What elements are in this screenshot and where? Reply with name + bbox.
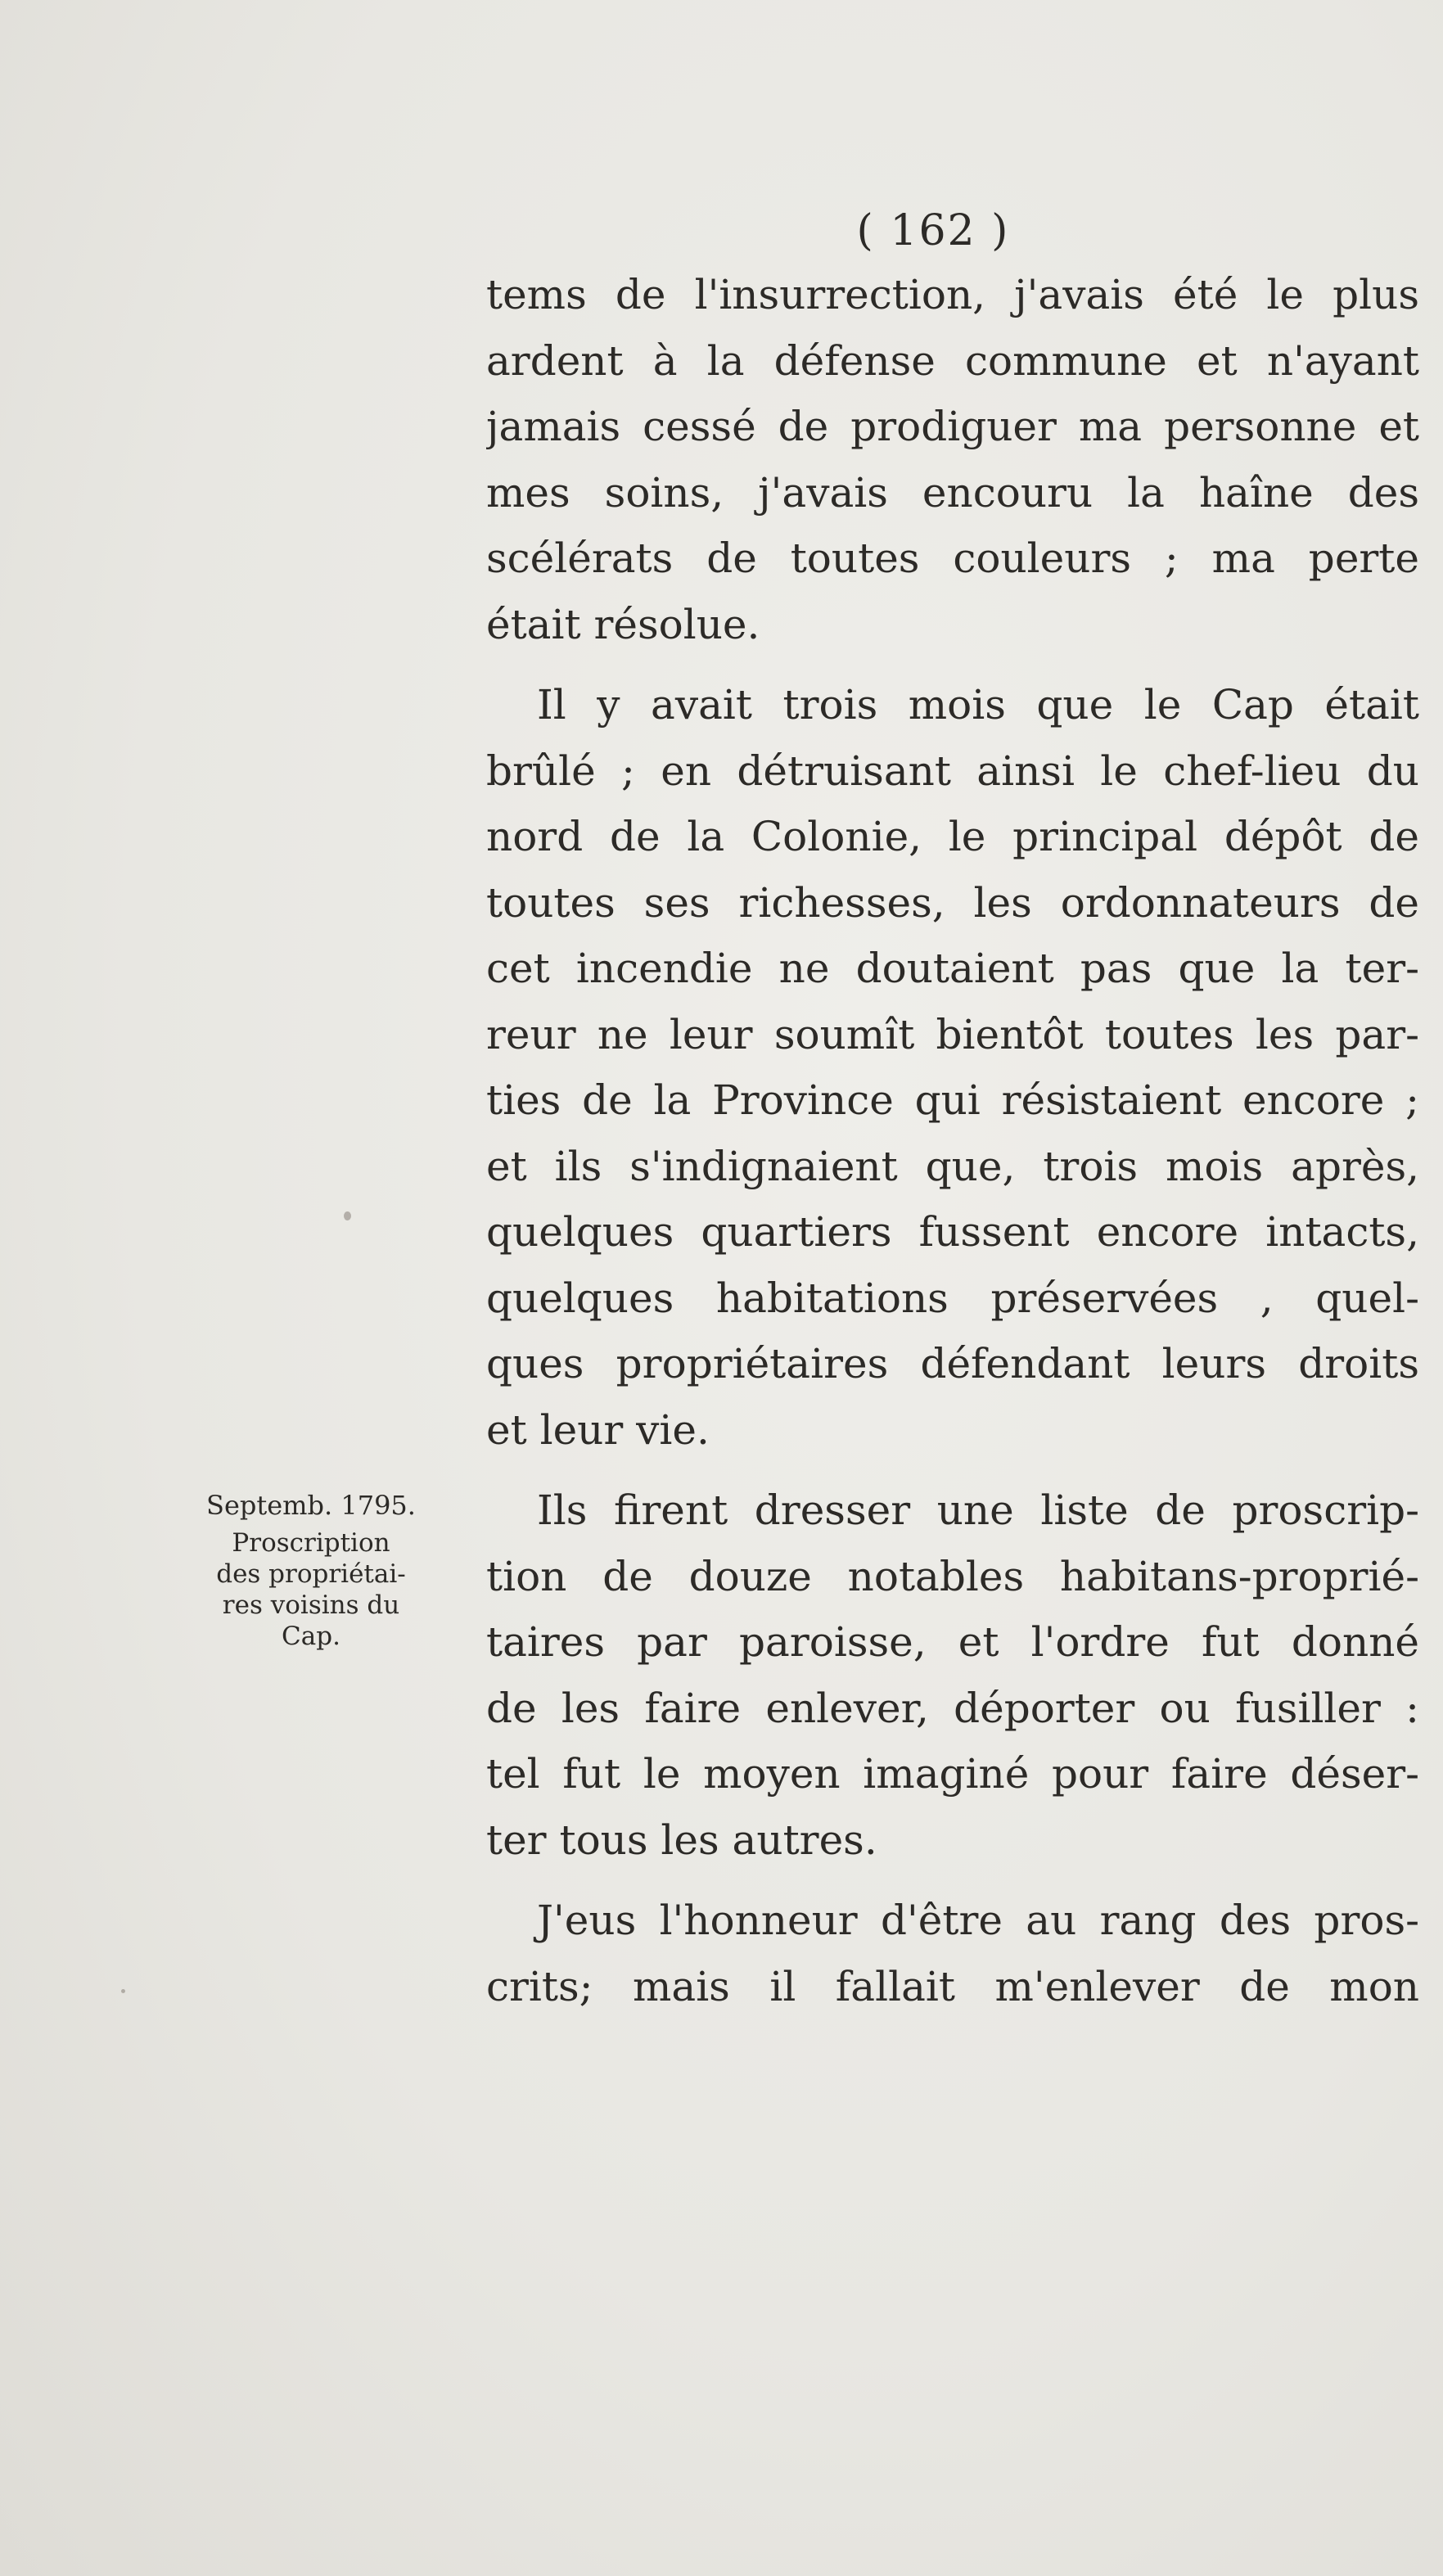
paragraph-gap — [486, 657, 1419, 672]
text-line: J'eus l'honneur d'être au rang des pros- — [537, 1897, 1419, 1944]
text-line: ques propriétaires défendant leurs droits — [486, 1340, 1419, 1387]
text-line: jamais cessé de prodiguer ma personne et — [486, 403, 1419, 450]
margin-note-line: Proscription — [232, 1528, 390, 1558]
margin-note-date: Septemb. 1795. — [206, 1490, 416, 1521]
margin-note — [188, 1490, 434, 1652]
text-line: ardent à la défense commune et n'ayant — [486, 336, 1419, 385]
text-line: nord de la Colonie, le principal dépôt de — [486, 813, 1419, 860]
margin-note-line: res voisins du — [222, 1590, 400, 1620]
text-line: était résolue. — [486, 600, 760, 648]
text-line: tel fut le moyen imaginé pour faire déser- — [486, 1750, 1419, 1798]
text-line: cet incendie ne doutaient pas que la ter- — [486, 945, 1419, 992]
margin-note-line: Cap. — [282, 1622, 340, 1651]
text-line: toutes ses richesses, les ordonnateurs de — [486, 878, 1419, 927]
text-line: taires par paroisse, et l'ordre fut donné — [486, 1618, 1419, 1666]
text-line: ties de la Province qui résistaient encore ; — [486, 1076, 1419, 1124]
text-line: de les faire enlever, déporter ou fusiller : — [486, 1684, 1419, 1732]
text-line: crits; mais il fallait m'enlever de mon — [486, 1962, 1419, 2010]
text-line: mes soins, j'avais encouru la haîne des — [486, 468, 1419, 517]
paragraph-gap — [486, 1463, 1419, 1477]
text-line: scélérats de toutes couleurs ; ma perte — [486, 535, 1419, 582]
text-line: Ils firent dresser une liste de proscrip- — [537, 1487, 1419, 1534]
ink-speck — [344, 1211, 351, 1220]
text-line: quelques quartiers fussent encore intacts, — [486, 1208, 1419, 1256]
page-number: ( 162 ) — [856, 206, 1010, 255]
paragraph-gap — [486, 1873, 1419, 1888]
text-line: tion de douze notables habitans-proprié- — [486, 1552, 1419, 1600]
text-line: et leur vie. — [486, 1405, 710, 1454]
body-text — [486, 262, 1419, 2019]
text-line: ter tous les autres. — [486, 1816, 877, 1864]
text-line: quelques habitations préservées , quel- — [486, 1274, 1419, 1322]
text-line: reur ne leur soumît bientôt toutes les par- — [486, 1010, 1419, 1058]
text-line: tems de l'insurrection, j'avais été le plus — [486, 271, 1419, 318]
text-line: brûlé ; en détruisant ainsi le chef-lieu du — [486, 747, 1419, 795]
text-line: et ils s'indignaient que, trois mois après, — [486, 1142, 1419, 1190]
margin-note-description — [188, 1527, 434, 1652]
ink-speck — [121, 1989, 125, 1993]
margin-note-line: des propriétai- — [216, 1559, 406, 1589]
text-line: Il y avait trois mois que le Cap était — [537, 681, 1419, 729]
